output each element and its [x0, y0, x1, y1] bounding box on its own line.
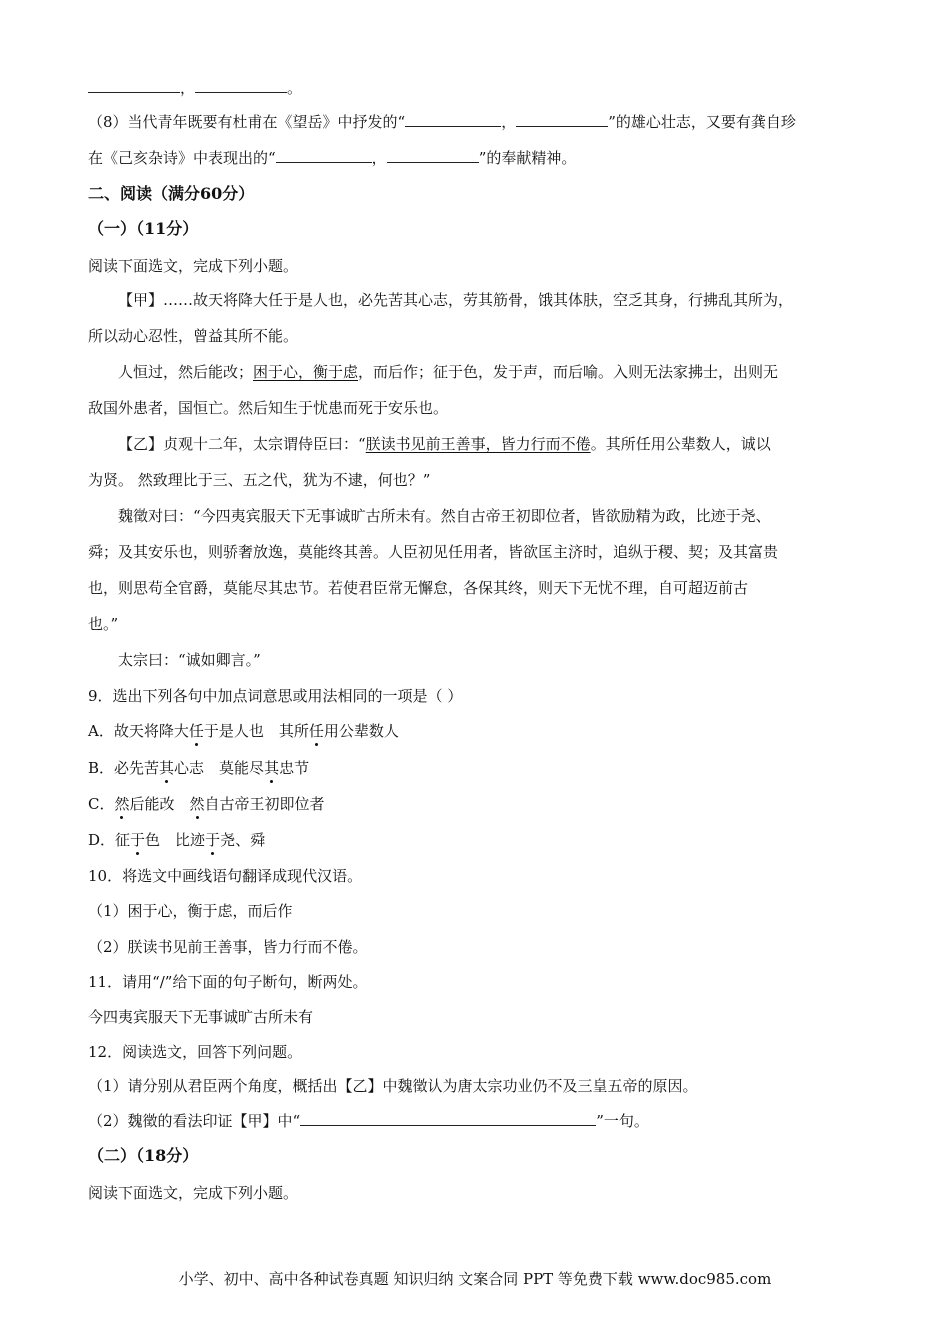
passage-jia-line-2: 所以动心忍性，曾益其所不能。: [88, 327, 299, 345]
question-9: 9．选出下列各句中加点词意思或用法相同的一项是（ ）: [88, 687, 463, 705]
question-11: 11．请用“/”给下面的句子断句，断两处。: [88, 973, 368, 991]
passage-yi-line-6: 也。”: [88, 615, 119, 633]
passage-yi-line-1: 【乙】贞观十二年，太宗谓侍臣曰：“朕读书见前王善事，皆力行而不倦。其所任用公辈数人，诚以: [118, 435, 771, 453]
fill-blank-line-top: ， 。: [88, 78, 302, 98]
section-title: 二、阅读（满分60分）: [88, 184, 255, 203]
dotted-word: 其: [159, 759, 175, 777]
question-11-text: 今四夷宾服天下无事诚旷古所未有: [88, 1008, 314, 1026]
dotted-word: 其: [264, 759, 280, 777]
blank: [300, 1111, 596, 1126]
dotted-word: 于: [205, 831, 221, 849]
option-b: B．必先苦其心志 莫能尽其忠节: [88, 759, 310, 777]
option-a: A．故天将降大任于是人也 其所任用公辈数人: [88, 722, 399, 740]
blank: [405, 112, 501, 127]
part-2-title: （二）（18分）: [88, 1146, 199, 1165]
blank: [387, 148, 479, 163]
blank: [195, 78, 287, 93]
dotted-word: 于: [130, 831, 146, 849]
question-10-1: （1）困于心，衡于虑，而后作: [88, 902, 293, 920]
question-8-line-2: 在《己亥杂诗》中表现出的“ ， ”的奉献精神。: [88, 149, 577, 167]
underlined-sentence: 朕读书见前王善事，皆力行而不倦: [365, 435, 591, 453]
dotted-word: 任: [188, 722, 204, 740]
instruction: 阅读下面选文，完成下列小题。: [88, 257, 299, 275]
question-12-1: （1）请分别从君臣两个角度，概括出【乙】中魏徵认为唐太宗功业仍不及三皇五帝的原因。: [88, 1077, 698, 1095]
part-2-instruction: 阅读下面选文，完成下列小题。: [88, 1184, 299, 1202]
passage-yi-line-2: 为贤。 然致理比于三、五之代，犹为不逮，何也？”: [88, 471, 431, 489]
blank: [516, 112, 608, 127]
footer-text: 小学、初中、高中各种试卷真题 知识归纳 文案合同 PPT 等免费下载 www.doc985.com: [178, 1270, 772, 1288]
passage-yi-line-4: 舜；及其安乐也，则骄奢放逸，莫能终其善。人臣初见任用者，皆欲匡主济时，追纵于稷、契；及其富贵: [88, 543, 779, 561]
passage-yi-line-7: 太宗曰：“诚如卿言。”: [118, 651, 261, 669]
passage-jia-line-4: 敌国外患者，国恒亡。然后知生于忧患而死于安乐也。: [88, 399, 449, 417]
passage-jia-line-3: 人恒过，然后能改；困于心，衡于虑，而后作；征于色，发于声，而后喻。入则无法家拂士，出则无: [118, 363, 779, 381]
dotted-word: 然: [114, 795, 130, 813]
passage-yi-line-5: 也，则思苟全官爵，莫能尽其忠节。若使君臣常无懈怠，各保其终，则天下无忧不理，自可超迈前古: [88, 579, 749, 597]
part-1-title: （一）（11分）: [88, 219, 199, 238]
question-12-2: （2）魏徵的看法印证【甲】中“ ”一句。: [88, 1112, 649, 1130]
passage-jia-line-1: 【甲】……故天将降大任于是人也，必先苦其心志，劳其筋骨，饿其体肤，空乏其身，行拂乱其所为，: [118, 291, 794, 309]
question-12: 12．阅读选文，回答下列问题。: [88, 1043, 303, 1061]
question-8-line-1: （8）当代青年既要有杜甫在《望岳》中抒发的“ ， ”的雄心壮志，又要有龚自珍: [88, 113, 796, 131]
dotted-word: 然: [189, 795, 205, 813]
underlined-sentence: 困于心，衡于虑: [253, 363, 359, 381]
blank: [276, 148, 372, 163]
dotted-word: 任: [308, 722, 324, 740]
question-10-2: （2）朕读书见前王善事，皆力行而不倦。: [88, 938, 368, 956]
passage-yi-line-3: 魏徵对曰：“今四夷宾服天下无事诚旷古所未有。然自古帝王初即位者，皆欲励精为政，比迹于尧、: [118, 507, 771, 525]
option-c: C．然后能改 然自古帝王初即位者: [88, 795, 325, 813]
question-10: 10．将选文中画线语句翻译成现代汉语。: [88, 867, 363, 885]
blank: [88, 78, 180, 93]
option-d: D．征于色 比迹于尧、舜: [88, 831, 266, 849]
